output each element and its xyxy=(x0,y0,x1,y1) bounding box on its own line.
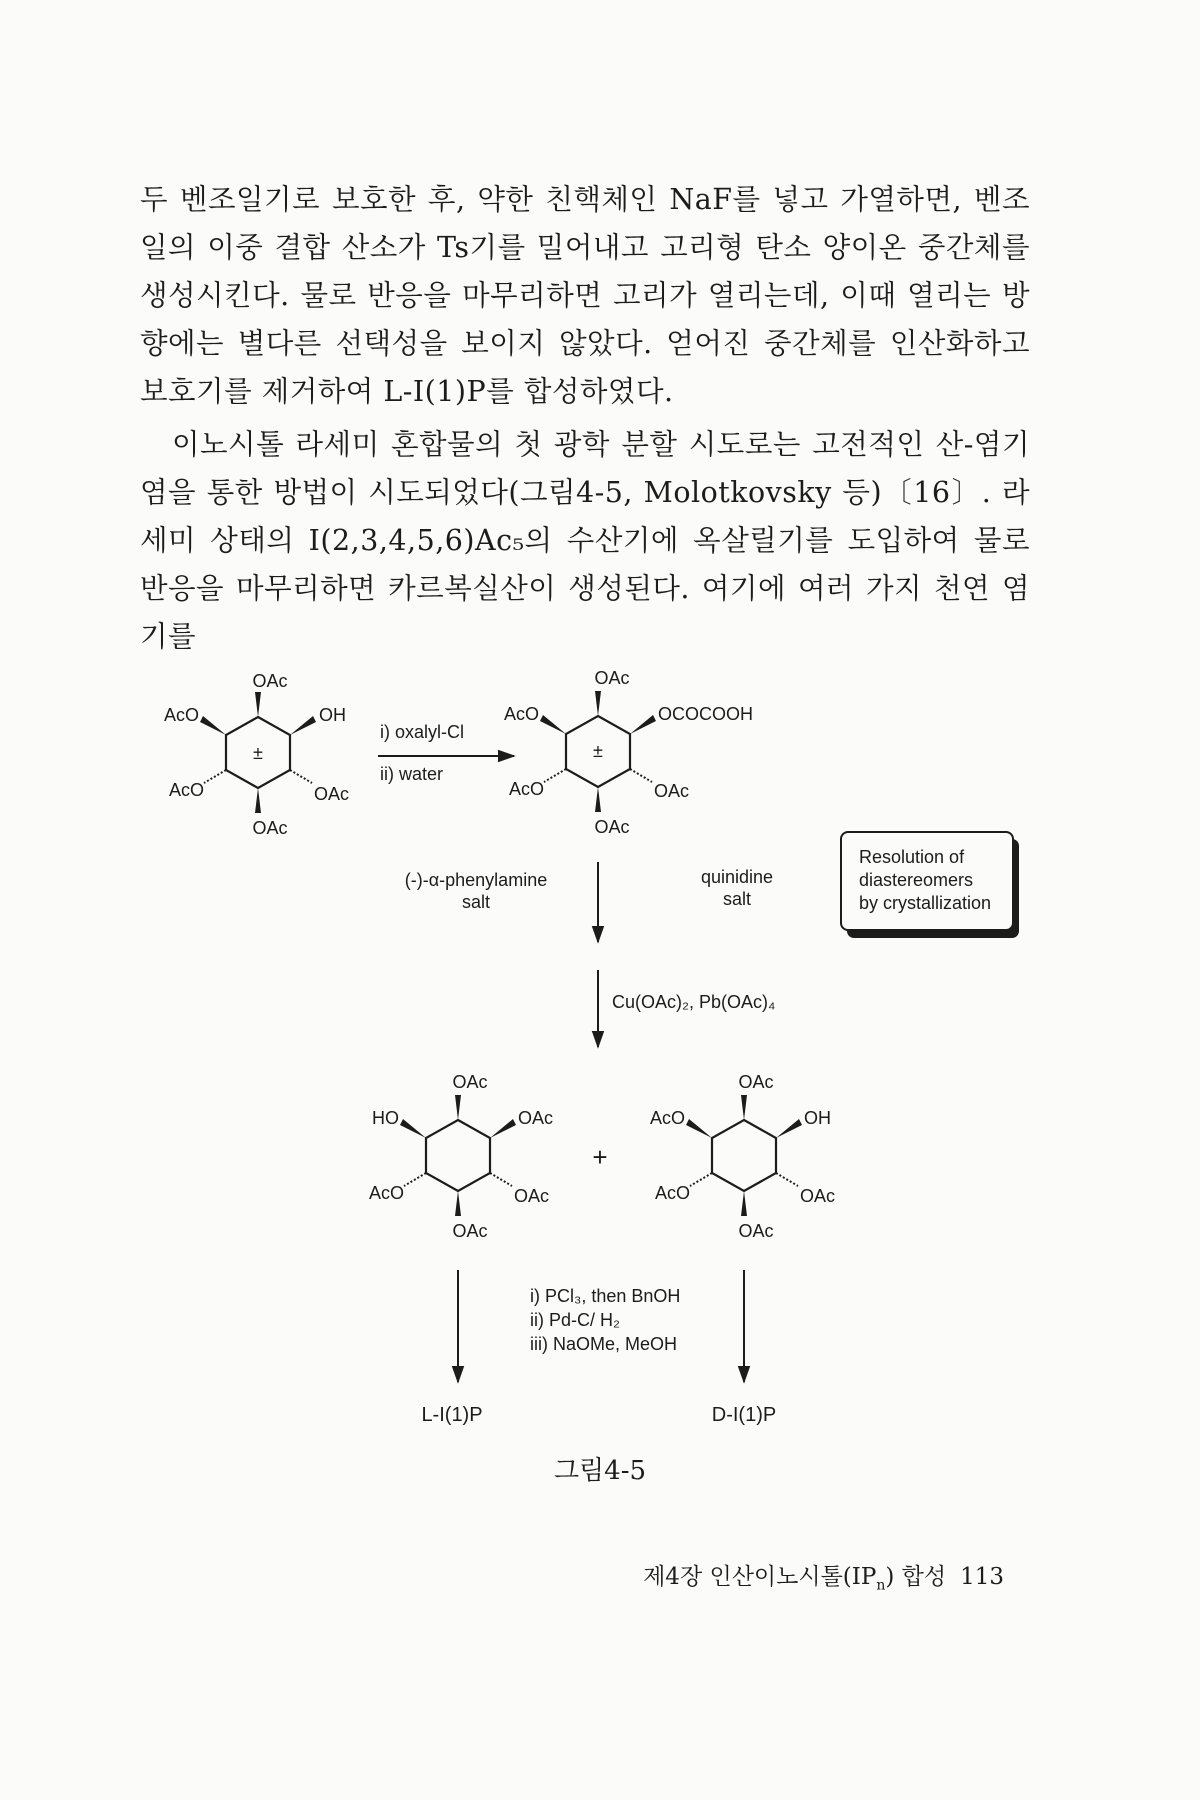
right-product-bottom-label: OAc xyxy=(738,1221,774,1241)
wedge-bond xyxy=(630,715,656,734)
box-label-3: by crystallization xyxy=(859,893,992,913)
final-product-right: D-I(1)P xyxy=(711,1404,777,1426)
step3-reagent-3: iii) NaOMe, MeOH xyxy=(530,1334,678,1354)
footer-chapter-sub: n xyxy=(876,1577,886,1594)
start-lower-left-label: AcO xyxy=(168,780,204,800)
wedge-bond xyxy=(455,1095,461,1120)
hash-bond xyxy=(690,1173,712,1186)
wedge-bond xyxy=(255,788,261,813)
acid-upper-left-label: AcO xyxy=(503,704,539,724)
left-product-lower-left-label: AcO xyxy=(368,1183,404,1203)
right-product-lower-left-label: AcO xyxy=(654,1183,690,1203)
right-product-lower-right-label: OAc xyxy=(800,1186,836,1206)
left-product-lower-right-label: OAc xyxy=(514,1186,550,1206)
right-product-upper-left-label: AcO xyxy=(649,1108,685,1128)
acid-bottom-label: OAc xyxy=(594,817,630,837)
box-label-1: Resolution of xyxy=(859,847,965,867)
wedge-bond xyxy=(200,716,226,735)
wedge-bond xyxy=(455,1191,461,1216)
wedge-bond xyxy=(741,1095,747,1120)
acid-lower-right-label: OAc xyxy=(654,781,690,801)
wedge-bond xyxy=(400,1119,426,1138)
hash-bond xyxy=(204,770,226,783)
body-paragraph-1: 두 벤조일기로 보호한 후, 약한 친핵체인 NaF를 넣고 가열하면, 벤조일의 이중 결합 산소가 Ts기를 밀어내고 고리형 탄소 양이온 중간체를 생성시킨다. 물로 반응을 마무리하면 고리가 열리는데, 이때 열리는 방향에는 별다른 선택성을 보이지 않았다. 얻어진 중간체를 인산화하고 보호기를 제거하여 L-I(1)P를 합성하였다. xyxy=(140,183,1030,408)
hash-bond xyxy=(776,1173,798,1186)
hash-bond xyxy=(490,1173,512,1186)
resolution-box xyxy=(841,832,1019,938)
start-upper-left-label: AcO xyxy=(163,705,199,725)
acid-molecule xyxy=(504,668,753,837)
step1-reagent-2: ii) water xyxy=(380,764,444,784)
hash-bond xyxy=(544,769,566,782)
acid-upper-right-label: OCOCOOH xyxy=(658,704,754,724)
acid-lower-left-label: AcO xyxy=(508,779,544,799)
step3-reagent-1: i) PCl₃, then BnOH xyxy=(530,1286,681,1306)
page-number: 113 xyxy=(960,1564,1004,1590)
left-salt-label-1: (-)-α-phenylamine xyxy=(404,870,548,890)
right-product-upper-right-label: OH xyxy=(804,1108,831,1128)
hash-bond xyxy=(404,1173,426,1186)
start-molecule xyxy=(164,671,349,838)
cyclohexane-ring xyxy=(426,1120,490,1191)
start-upper-right-label: OH xyxy=(319,705,346,725)
wedge-bond xyxy=(776,1119,802,1138)
left-product-upper-right-label: OAc xyxy=(518,1108,554,1128)
cyclohexane-ring xyxy=(712,1120,776,1191)
wedge-bond xyxy=(540,715,566,734)
wedge-bond xyxy=(686,1119,712,1138)
start-bottom-label: OAc xyxy=(252,818,288,838)
step1-reagent-1: i) oxalyl-Cl xyxy=(380,722,465,742)
left-product-molecule xyxy=(369,1072,553,1241)
right-salt-label-2: salt xyxy=(722,889,752,909)
final-product-left: L-I(1)P xyxy=(421,1404,483,1426)
wedge-bond xyxy=(255,692,261,717)
wedge-bond xyxy=(290,716,316,735)
hash-bond xyxy=(290,770,312,783)
left-product-upper-left-label: HO xyxy=(372,1108,399,1128)
acid-center-label: ± xyxy=(593,741,603,761)
right-product-top-label: OAc xyxy=(738,1072,774,1092)
plus-sign: + xyxy=(592,1142,608,1172)
wedge-bond xyxy=(490,1119,516,1138)
wedge-bond xyxy=(595,691,601,716)
wedge-bond xyxy=(595,787,601,812)
left-product-top-label: OAc xyxy=(452,1072,488,1092)
start-center-label: ± xyxy=(253,743,263,763)
wedge-bond xyxy=(741,1191,747,1216)
footer-chapter: 제4장 인산이노시톨(IP xyxy=(643,1564,877,1590)
start-top-label: OAc xyxy=(252,671,288,691)
acid-top-label: OAc xyxy=(594,668,630,688)
figure-caption: 그림4-5 xyxy=(553,1456,647,1486)
box-label-2: diastereomers xyxy=(859,870,974,890)
start-lower-right-label: OAc xyxy=(314,784,350,804)
right-product-molecule xyxy=(650,1072,835,1241)
left-product-bottom-label: OAc xyxy=(452,1221,488,1241)
hash-bond xyxy=(630,769,652,782)
step2-reagent: Cu(OAc)₂, Pb(OAc)₄ xyxy=(612,992,776,1012)
left-salt-label-2: salt xyxy=(461,892,491,912)
step3-reagent-2: ii) Pd-C/ H₂ xyxy=(530,1310,620,1330)
body-paragraph-2: 이노시톨 라세미 혼합물의 첫 광학 분할 시도로는 고전적인 산-염기 염을 통한 방법이 시도되었다(그림4-5, Molotkovsky 등)〔16〕. 라세미 상태의 I(2,3,4,5,6)Ac₅의 수산기에 옥살릴기를 도입하여 물로 반응을 마무리하면 카르복실산이 생성된다. 여기에 여러 가지 천연 염기를 xyxy=(140,428,1030,653)
page-footer xyxy=(643,1558,1004,1594)
right-salt-label-1: quinidine xyxy=(700,867,774,887)
footer-chapter-end: ) 합성 xyxy=(885,1564,947,1590)
